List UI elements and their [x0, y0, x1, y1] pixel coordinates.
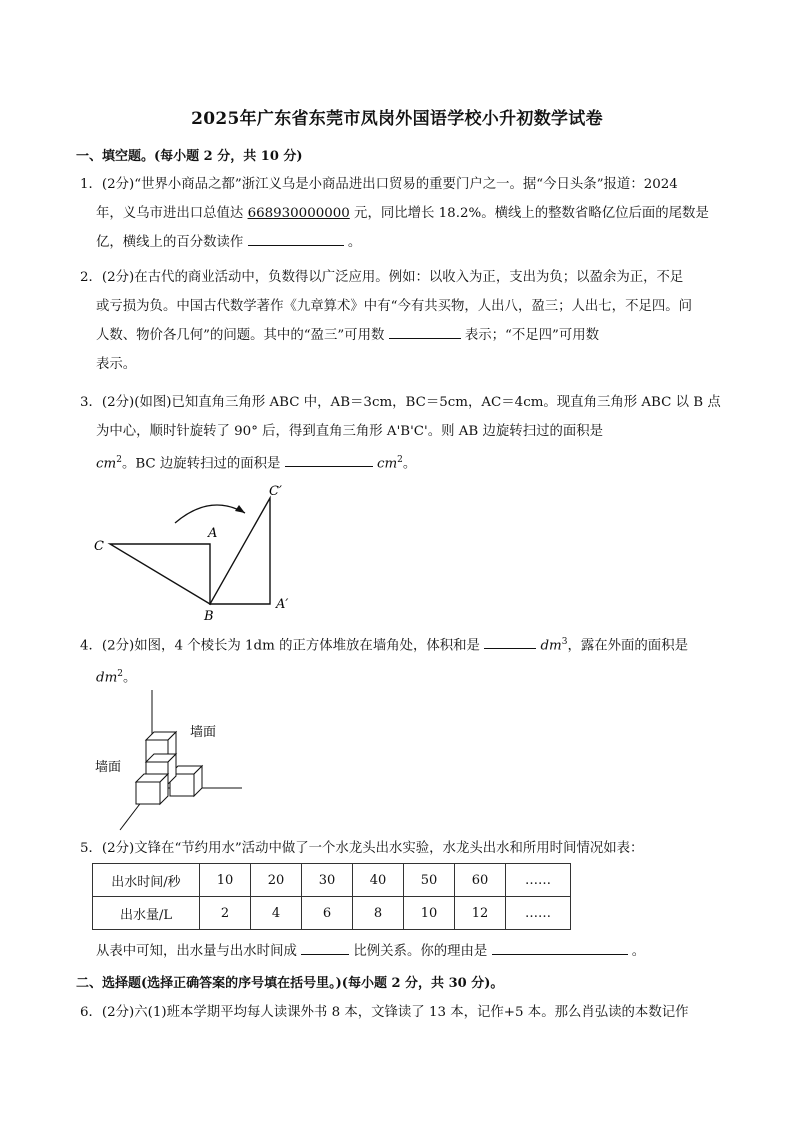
table-cell: 12 [455, 897, 506, 930]
label-c: C [94, 539, 104, 554]
question-4 [80, 628, 720, 693]
q1-text: 年，义乌市进出口总值达 [96, 206, 248, 221]
q3-text: 。BC 边旋转扫过的面积是 [121, 456, 285, 472]
table-header-cell: 出水时间/秒 [93, 864, 200, 897]
q5-answer-blank-2[interactable] [492, 939, 628, 955]
label-a-prime: A′ [276, 597, 289, 612]
q1-text: 元，同比增长 18.2%。横线上的整数省略亿位后面的尾数是 [349, 206, 709, 221]
water-flow-table [92, 863, 571, 930]
q4-text: 。 [123, 670, 137, 686]
q2-line-1: 2．(2分)在古代的商业活动中，负数得以广泛应用。例如：以收入为正，支出为负；以盈余为正，不足 [80, 270, 684, 285]
q1-line-2 [80, 199, 720, 228]
q3-text: 。 [402, 456, 417, 472]
table-row [93, 897, 571, 930]
question-5-follow-up [80, 937, 720, 966]
table-cell: 30 [302, 864, 353, 897]
exam-title: 2025年广东省东莞市凤岗外国语学校小升初数学试卷 [191, 109, 603, 129]
q1-underlined-number: 668930000000 [247, 206, 350, 221]
label-a: A [208, 526, 218, 541]
table-cell: 10 [404, 897, 455, 930]
q4-unit: dm [96, 670, 118, 686]
q4-text: 4．(2分)如图，4 个棱长为 1dm 的正方体堆放在墙角处，体积和是 [80, 638, 485, 654]
q4-text: ，露在外面的面积是 [567, 638, 688, 654]
q2-text: 表示；“不足四”可用数 [460, 328, 600, 343]
wall-label-right: 墙面 [190, 725, 217, 740]
cubes-corner-figure [90, 688, 260, 838]
q4-line-1 [80, 628, 720, 660]
q1-line-1: 1．(2分)“世界小商品之都”浙江义乌是小商品进出口贸易的重要门户之一。据“今日头条”报道：2024 [80, 177, 678, 192]
table-cell: 4 [251, 897, 302, 930]
q1-answer-blank[interactable] [248, 230, 344, 246]
q4-superscript: 3 [561, 637, 568, 647]
q5-text: 。 [627, 944, 646, 959]
q4-superscript: 2 [117, 669, 124, 680]
q5-text: 比例关系。你的理由是 [349, 944, 492, 959]
triangle-rotation-figure [85, 478, 315, 628]
q2-line-2: 或亏损为负。中国古代数学著作《九章算术》中有“今有共买物，人出八，盈三；人出七，不足四。问 [96, 299, 693, 314]
q3-superscript: 2 [116, 455, 122, 465]
triangle-a-b-c-prime [210, 498, 270, 604]
cube-stack [136, 732, 202, 804]
table-cell: …… [506, 864, 571, 897]
triangle-abc [110, 544, 210, 604]
q2-line-3 [80, 321, 720, 350]
section-fill-blank-heading: 一、填空题。(每小题 2 分，共 10 分) [76, 149, 303, 164]
label-b: B [204, 609, 214, 624]
q3-line-1: 3．(2分)(如图)已知直角三角形 ABC 中，AB＝3cm，BC＝5cm，AC＝4cm。现直角三角形 ABC 以 B 点 [80, 395, 721, 410]
cube-front-face [136, 782, 160, 804]
table-cell: …… [506, 897, 571, 930]
q2-text: 人数、物价各几何”的问题。其中的“盈三”可用数 [96, 328, 389, 343]
question-2 [80, 263, 720, 379]
q4-answer-blank[interactable] [484, 633, 536, 649]
section-choice-heading: 二、选择题(选择正确答案的序号填在括号里。)(每小题 2 分，共 30 分)。 [76, 976, 504, 991]
wall-axes [120, 690, 242, 830]
q4-unit: dm [536, 638, 562, 654]
q1-line-3 [80, 228, 720, 257]
table-cell: 40 [353, 864, 404, 897]
q1-text: 。 [343, 235, 362, 250]
q5-text: 从表中可知，出水量与出水时间成 [96, 944, 302, 959]
q3-line-2: 为中心，顺时针旋转了 90° 后，得到直角三角形 A'B'C'。则 AB 边旋转扫过的面积是 [96, 424, 604, 439]
q5-answer-blank-1[interactable] [301, 939, 349, 955]
q2-answer-blank[interactable] [389, 323, 461, 339]
question-3 [80, 388, 720, 478]
label-c-prime: C′ [269, 484, 282, 499]
q3-unit: cm [372, 456, 398, 472]
table-cell: 60 [455, 864, 506, 897]
table-row [93, 864, 571, 897]
question-6 [80, 998, 720, 1027]
q6-line-1: 6．(2分)六(1)班本学期平均每人读课外书 8 本，文锋读了 13 本，记作+5 本。那么肖弘读的本数记作 [80, 1005, 689, 1020]
q3-unit: cm [96, 456, 117, 472]
table-cell: 10 [200, 864, 251, 897]
table-cell: 50 [404, 864, 455, 897]
wall-label-left: 墙面 [95, 760, 122, 775]
rotation-arrow-icon [175, 505, 245, 523]
q5-line-1: 5．(2分)文锋在“节约用水”活动中做了一个水龙头出水实验，水龙头出水和所用时间情况如表： [80, 841, 644, 856]
q3-answer-blank[interactable] [285, 451, 373, 467]
table-header-cell: 出水量/L [93, 897, 200, 930]
question-5 [80, 834, 720, 863]
question-1 [80, 170, 720, 257]
table-cell: 8 [353, 897, 404, 930]
q2-line-4: 表示。 [96, 357, 137, 372]
table-cell: 6 [302, 897, 353, 930]
arrow-head-icon [235, 505, 245, 513]
q3-superscript: 2 [397, 455, 403, 465]
q1-text: 亿，横线上的百分数读作 [96, 235, 248, 250]
q3-line-3 [80, 446, 720, 478]
table-cell: 2 [200, 897, 251, 930]
table-cell: 20 [251, 864, 302, 897]
q5-line-2 [80, 937, 720, 966]
